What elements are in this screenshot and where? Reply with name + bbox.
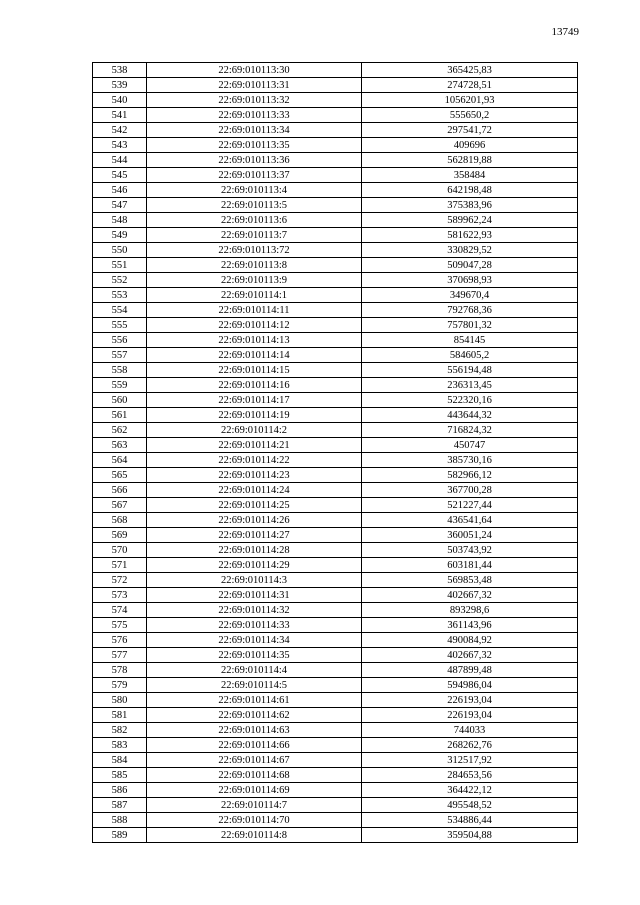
cadastral-value-cell: 521227,44 <box>362 498 578 513</box>
cadastral-number-cell: 22:69:010114:24 <box>147 483 362 498</box>
table-row <box>93 783 578 798</box>
cadastral-value-cell: 268262,76 <box>362 738 578 753</box>
cadastral-number-cell: 22:69:010114:8 <box>147 828 362 843</box>
row-number-cell: 561 <box>93 408 147 423</box>
row-number-cell: 558 <box>93 363 147 378</box>
row-number-cell: 567 <box>93 498 147 513</box>
table-row <box>93 543 578 558</box>
cadastral-number-cell: 22:69:010114:5 <box>147 678 362 693</box>
table-row <box>93 138 578 153</box>
table-row <box>93 453 578 468</box>
table-row <box>93 348 578 363</box>
row-number-cell: 539 <box>93 78 147 93</box>
cadastral-number-cell: 22:69:010114:17 <box>147 393 362 408</box>
cadastral-value-cell: 744033 <box>362 723 578 738</box>
cadastral-value-cell: 487899,48 <box>362 663 578 678</box>
cadastral-number-cell: 22:69:010114:31 <box>147 588 362 603</box>
table-row <box>93 618 578 633</box>
row-number-cell: 578 <box>93 663 147 678</box>
table-row <box>93 303 578 318</box>
table-row <box>93 438 578 453</box>
row-number-cell: 569 <box>93 528 147 543</box>
row-number-cell: 551 <box>93 258 147 273</box>
registry-table-body <box>93 63 578 843</box>
cadastral-value-cell: 236313,45 <box>362 378 578 393</box>
cadastral-value-cell: 361143,96 <box>362 618 578 633</box>
table-row <box>93 168 578 183</box>
table-row <box>93 498 578 513</box>
table-row <box>93 603 578 618</box>
cadastral-number-cell: 22:69:010114:22 <box>147 453 362 468</box>
cadastral-number-cell: 22:69:010114:27 <box>147 528 362 543</box>
row-number-cell: 549 <box>93 228 147 243</box>
cadastral-value-cell: 370698,93 <box>362 273 578 288</box>
row-number-cell: 562 <box>93 423 147 438</box>
cadastral-value-cell: 522320,16 <box>362 393 578 408</box>
cadastral-number-cell: 22:69:010114:21 <box>147 438 362 453</box>
table-row <box>93 633 578 648</box>
cadastral-number-cell: 22:69:010114:19 <box>147 408 362 423</box>
cadastral-value-cell: 385730,16 <box>362 453 578 468</box>
cadastral-number-cell: 22:69:010114:7 <box>147 798 362 813</box>
cadastral-value-cell: 509047,28 <box>362 258 578 273</box>
cadastral-number-cell: 22:69:010113:4 <box>147 183 362 198</box>
cadastral-value-cell: 490084,92 <box>362 633 578 648</box>
table-row <box>93 648 578 663</box>
cadastral-number-cell: 22:69:010114:67 <box>147 753 362 768</box>
table-row <box>93 228 578 243</box>
cadastral-number-cell: 22:69:010113:5 <box>147 198 362 213</box>
cadastral-number-cell: 22:69:010114:32 <box>147 603 362 618</box>
cadastral-value-cell: 375383,96 <box>362 198 578 213</box>
cadastral-value-cell: 569853,48 <box>362 573 578 588</box>
row-number-cell: 541 <box>93 108 147 123</box>
row-number-cell: 540 <box>93 93 147 108</box>
table-row <box>93 513 578 528</box>
registry-table <box>92 62 578 843</box>
table-row <box>93 378 578 393</box>
table-row <box>93 393 578 408</box>
cadastral-value-cell: 349670,4 <box>362 288 578 303</box>
cadastral-value-cell: 581622,93 <box>362 228 578 243</box>
table-row <box>93 258 578 273</box>
cadastral-value-cell: 360051,24 <box>362 528 578 543</box>
table-row <box>93 588 578 603</box>
cadastral-number-cell: 22:69:010113:30 <box>147 63 362 78</box>
table-row <box>93 333 578 348</box>
cadastral-number-cell: 22:69:010114:34 <box>147 633 362 648</box>
cadastral-value-cell: 443644,32 <box>362 408 578 423</box>
table-row <box>93 213 578 228</box>
cadastral-value-cell: 297541,72 <box>362 123 578 138</box>
row-number-cell: 554 <box>93 303 147 318</box>
cadastral-value-cell: 642198,48 <box>362 183 578 198</box>
cadastral-value-cell: 367700,28 <box>362 483 578 498</box>
row-number-cell: 548 <box>93 213 147 228</box>
cadastral-value-cell: 364422,12 <box>362 783 578 798</box>
cadastral-number-cell: 22:69:010114:13 <box>147 333 362 348</box>
table-row <box>93 693 578 708</box>
table-row <box>93 828 578 843</box>
row-number-cell: 556 <box>93 333 147 348</box>
table-row <box>93 738 578 753</box>
cadastral-value-cell: 534886,44 <box>362 813 578 828</box>
cadastral-value-cell: 365425,83 <box>362 63 578 78</box>
row-number-cell: 557 <box>93 348 147 363</box>
cadastral-number-cell: 22:69:010114:3 <box>147 573 362 588</box>
table-row <box>93 183 578 198</box>
cadastral-value-cell: 562819,88 <box>362 153 578 168</box>
row-number-cell: 572 <box>93 573 147 588</box>
cadastral-number-cell: 22:69:010113:33 <box>147 108 362 123</box>
table-row <box>93 678 578 693</box>
cadastral-number-cell: 22:69:010114:61 <box>147 693 362 708</box>
row-number-cell: 545 <box>93 168 147 183</box>
cadastral-number-cell: 22:69:010114:2 <box>147 423 362 438</box>
table-row <box>93 273 578 288</box>
cadastral-number-cell: 22:69:010113:34 <box>147 123 362 138</box>
row-number-cell: 585 <box>93 768 147 783</box>
row-number-cell: 544 <box>93 153 147 168</box>
cadastral-number-cell: 22:69:010114:25 <box>147 498 362 513</box>
cadastral-number-cell: 22:69:010114:11 <box>147 303 362 318</box>
row-number-cell: 581 <box>93 708 147 723</box>
cadastral-number-cell: 22:69:010114:28 <box>147 543 362 558</box>
table-row <box>93 483 578 498</box>
row-number-cell: 566 <box>93 483 147 498</box>
cadastral-number-cell: 22:69:010114:63 <box>147 723 362 738</box>
cadastral-number-cell: 22:69:010114:15 <box>147 363 362 378</box>
row-number-cell: 565 <box>93 468 147 483</box>
cadastral-value-cell: 358484 <box>362 168 578 183</box>
cadastral-value-cell: 495548,52 <box>362 798 578 813</box>
cadastral-number-cell: 22:69:010114:69 <box>147 783 362 798</box>
table-row <box>93 558 578 573</box>
row-number-cell: 542 <box>93 123 147 138</box>
row-number-cell: 564 <box>93 453 147 468</box>
cadastral-number-cell: 22:69:010114:1 <box>147 288 362 303</box>
cadastral-value-cell: 589962,24 <box>362 213 578 228</box>
row-number-cell: 560 <box>93 393 147 408</box>
table-row <box>93 243 578 258</box>
cadastral-number-cell: 22:69:010113:6 <box>147 213 362 228</box>
cadastral-number-cell: 22:69:010113:72 <box>147 243 362 258</box>
row-number-cell: 584 <box>93 753 147 768</box>
cadastral-value-cell: 1056201,93 <box>362 93 578 108</box>
cadastral-number-cell: 22:69:010114:14 <box>147 348 362 363</box>
cadastral-value-cell: 436541,64 <box>362 513 578 528</box>
row-number-cell: 588 <box>93 813 147 828</box>
table-row <box>93 123 578 138</box>
cadastral-number-cell: 22:69:010114:23 <box>147 468 362 483</box>
table-row <box>93 78 578 93</box>
row-number-cell: 586 <box>93 783 147 798</box>
table-row <box>93 528 578 543</box>
cadastral-number-cell: 22:69:010113:35 <box>147 138 362 153</box>
row-number-cell: 571 <box>93 558 147 573</box>
cadastral-number-cell: 22:69:010114:29 <box>147 558 362 573</box>
table-row <box>93 423 578 438</box>
row-number-cell: 580 <box>93 693 147 708</box>
row-number-cell: 589 <box>93 828 147 843</box>
table-row <box>93 768 578 783</box>
cadastral-number-cell: 22:69:010114:12 <box>147 318 362 333</box>
cadastral-value-cell: 402667,32 <box>362 648 578 663</box>
row-number-cell: 587 <box>93 798 147 813</box>
cadastral-number-cell: 22:69:010114:35 <box>147 648 362 663</box>
row-number-cell: 574 <box>93 603 147 618</box>
table-row <box>93 663 578 678</box>
row-number-cell: 570 <box>93 543 147 558</box>
table-row <box>93 108 578 123</box>
cadastral-value-cell: 312517,92 <box>362 753 578 768</box>
row-number-cell: 555 <box>93 318 147 333</box>
cadastral-value-cell: 893298,6 <box>362 603 578 618</box>
cadastral-value-cell: 284653,56 <box>362 768 578 783</box>
cadastral-value-cell: 854145 <box>362 333 578 348</box>
cadastral-value-cell: 716824,32 <box>362 423 578 438</box>
row-number-cell: 579 <box>93 678 147 693</box>
row-number-cell: 538 <box>93 63 147 78</box>
page-number: 13749 <box>551 26 579 38</box>
table-row <box>93 723 578 738</box>
table-row <box>93 753 578 768</box>
cadastral-value-cell: 603181,44 <box>362 558 578 573</box>
cadastral-number-cell: 22:69:010113:31 <box>147 78 362 93</box>
row-number-cell: 577 <box>93 648 147 663</box>
table-row <box>93 708 578 723</box>
table-row <box>93 63 578 78</box>
cadastral-value-cell: 226193,04 <box>362 708 578 723</box>
table-row <box>93 798 578 813</box>
cadastral-number-cell: 22:69:010113:32 <box>147 93 362 108</box>
row-number-cell: 582 <box>93 723 147 738</box>
cadastral-value-cell: 792768,36 <box>362 303 578 318</box>
cadastral-number-cell: 22:69:010113:8 <box>147 258 362 273</box>
table-row <box>93 198 578 213</box>
cadastral-value-cell: 503743,92 <box>362 543 578 558</box>
cadastral-value-cell: 226193,04 <box>362 693 578 708</box>
cadastral-number-cell: 22:69:010114:33 <box>147 618 362 633</box>
cadastral-value-cell: 402667,32 <box>362 588 578 603</box>
cadastral-number-cell: 22:69:010114:16 <box>147 378 362 393</box>
cadastral-value-cell: 330829,52 <box>362 243 578 258</box>
row-number-cell: 543 <box>93 138 147 153</box>
table-row <box>93 93 578 108</box>
cadastral-value-cell: 409696 <box>362 138 578 153</box>
table-row <box>93 318 578 333</box>
row-number-cell: 583 <box>93 738 147 753</box>
cadastral-value-cell: 757801,32 <box>362 318 578 333</box>
cadastral-number-cell: 22:69:010113:9 <box>147 273 362 288</box>
row-number-cell: 547 <box>93 198 147 213</box>
row-number-cell: 550 <box>93 243 147 258</box>
cadastral-value-cell: 555650,2 <box>362 108 578 123</box>
table-row <box>93 288 578 303</box>
cadastral-number-cell: 22:69:010114:70 <box>147 813 362 828</box>
cadastral-number-cell: 22:69:010114:62 <box>147 708 362 723</box>
cadastral-number-cell: 22:69:010114:4 <box>147 663 362 678</box>
table-row <box>93 573 578 588</box>
table-row <box>93 153 578 168</box>
table-row <box>93 408 578 423</box>
cadastral-value-cell: 556194,48 <box>362 363 578 378</box>
row-number-cell: 573 <box>93 588 147 603</box>
row-number-cell: 568 <box>93 513 147 528</box>
cadastral-number-cell: 22:69:010113:7 <box>147 228 362 243</box>
row-number-cell: 576 <box>93 633 147 648</box>
cadastral-number-cell: 22:69:010113:36 <box>147 153 362 168</box>
cadastral-value-cell: 359504,88 <box>362 828 578 843</box>
cadastral-value-cell: 582966,12 <box>362 468 578 483</box>
cadastral-number-cell: 22:69:010114:26 <box>147 513 362 528</box>
row-number-cell: 575 <box>93 618 147 633</box>
cadastral-number-cell: 22:69:010114:66 <box>147 738 362 753</box>
cadastral-number-cell: 22:69:010114:68 <box>147 768 362 783</box>
table-row <box>93 813 578 828</box>
cadastral-value-cell: 274728,51 <box>362 78 578 93</box>
row-number-cell: 546 <box>93 183 147 198</box>
table-row <box>93 363 578 378</box>
cadastral-value-cell: 584605,2 <box>362 348 578 363</box>
row-number-cell: 553 <box>93 288 147 303</box>
row-number-cell: 552 <box>93 273 147 288</box>
cadastral-number-cell: 22:69:010113:37 <box>147 168 362 183</box>
row-number-cell: 559 <box>93 378 147 393</box>
cadastral-value-cell: 450747 <box>362 438 578 453</box>
row-number-cell: 563 <box>93 438 147 453</box>
cadastral-value-cell: 594986,04 <box>362 678 578 693</box>
table-row <box>93 468 578 483</box>
